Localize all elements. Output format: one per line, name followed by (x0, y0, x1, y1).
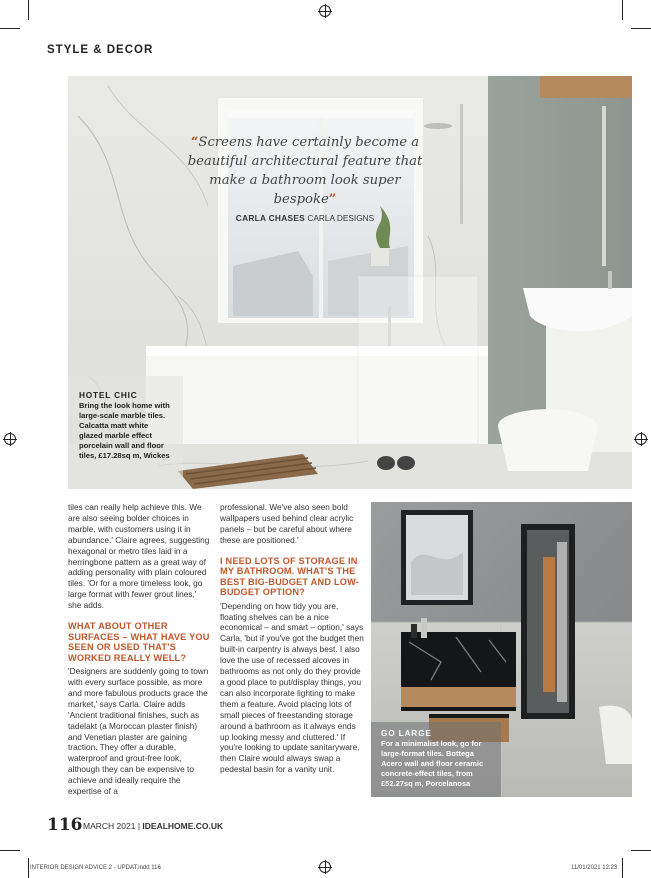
section-label: STYLE & DECOR (47, 44, 154, 56)
footer-issue: MARCH 2021 (83, 821, 136, 831)
crop-mark (28, 0, 29, 20)
vanity-caption (381, 728, 493, 789)
column1-heading: WHAT ABOUT OTHER SURFACES – WHAT HAVE YOU SEEN OR USED THAT'S WORKED REALLY WELL? (68, 621, 210, 663)
registration-mark-icon (4, 433, 16, 445)
column1-paragraph-2: 'Designers are suddenly going to town with every surface possible, as more and more fabulous products grace the market,' says Carla. Claire adds 'Ancient traditional finishes, such as tadelakt (a Moroccan plaster finish) and Venetian plaster are gaining traction. They offer a durable, waterproof and grout-free look, although they can be expensive to achieve and ideally require the expertise of a (68, 666, 209, 797)
open-quote-mark: “ (190, 135, 199, 150)
column2-paragraph-1: professional. We've also seen bold wallpapers used behind clear acrylic panels – but be careful about where these are positioned.' (220, 502, 354, 545)
crop-mark (0, 850, 20, 851)
pull-quote (180, 133, 430, 209)
column1-paragraph-1: tiles can really help achieve this. We are also seeing bolder choices in marble, with customers using it in abundance.' Claire agrees, suggesting hexagonal or metro tiles laid in a herringbone pattern as a great way of adding personality with plain coloured tiles. 'Or for a more timeless look, go large format with fewer grout lines,' she adds. (68, 502, 210, 611)
vanity-caption-body: For a minimalist look, go for large-format tiles. Bottega Acero wall and floor ceramic concrete-effect tiles, from £52.27sq m, Porcelanosa (381, 739, 484, 788)
hero-caption-title: HOTEL CHIC (79, 390, 138, 400)
quote-company: CARLA DESIGNS (307, 213, 375, 223)
footer-site: IDEALHOME.CO.UK (142, 821, 224, 831)
crop-mark (622, 858, 623, 878)
close-quote-mark: ” (328, 192, 337, 207)
article-column-2 (220, 502, 365, 775)
article-column-1 (68, 502, 211, 797)
crop-mark (0, 28, 20, 29)
quote-attribution (180, 213, 430, 223)
crop-mark (631, 28, 651, 29)
hero-caption (79, 390, 171, 461)
slug-file-info: INTERIOR DESIGN ADVICE 2 - UPDAT.indd 116 (30, 865, 161, 871)
page-number: 116 (47, 815, 83, 835)
quote-author: CARLA CHASES (235, 213, 306, 223)
registration-mark-icon (319, 5, 331, 17)
registration-mark-icon (319, 861, 331, 873)
registration-mark-icon (635, 433, 647, 445)
vanity-caption-title: GO LARGE (381, 728, 432, 738)
footer-separator: | (137, 821, 141, 831)
footer-credit (83, 821, 223, 831)
slug-date: 11/01/2021 12:23 (571, 865, 618, 871)
column2-heading: I NEED LOTS OF STORAGE IN MY BATHROOM. WHAT'S THE BEST BIG-BUDGET AND LOW-BUDGET OPTION? (220, 555, 360, 598)
crop-mark (631, 850, 651, 851)
pull-quote-text: Screens have certainly become a beautiful architectural feature that make a bathroom look super bespoke (187, 135, 423, 207)
column2-paragraph-2: 'Depending on how tidy you are, floating shelves can be a nice economical – and smart – option,' says Carla, 'but if you've got the budget then built-in carpentry is always best. I also love the use of recessed alcoves in bathrooms as not only do they provide a good place to put/display things, you can also incorporate lighting to make them a feature. Avoid placing lots of small pieces of freestanding storage around a bathroom as it always ends up looking messy and cluttered.' If you're looking to update sanitaryware, then Claire would always swap a pedestal basin for a vanity unit. (220, 600, 364, 775)
crop-mark (28, 858, 29, 878)
crop-mark (622, 0, 623, 20)
hero-caption-body: Bring the look home with large-scale marble tiles. Calcatta matt white glazed marble effect porcelain wall and floor tiles, £17.28sq m, Wickes (79, 401, 170, 460)
